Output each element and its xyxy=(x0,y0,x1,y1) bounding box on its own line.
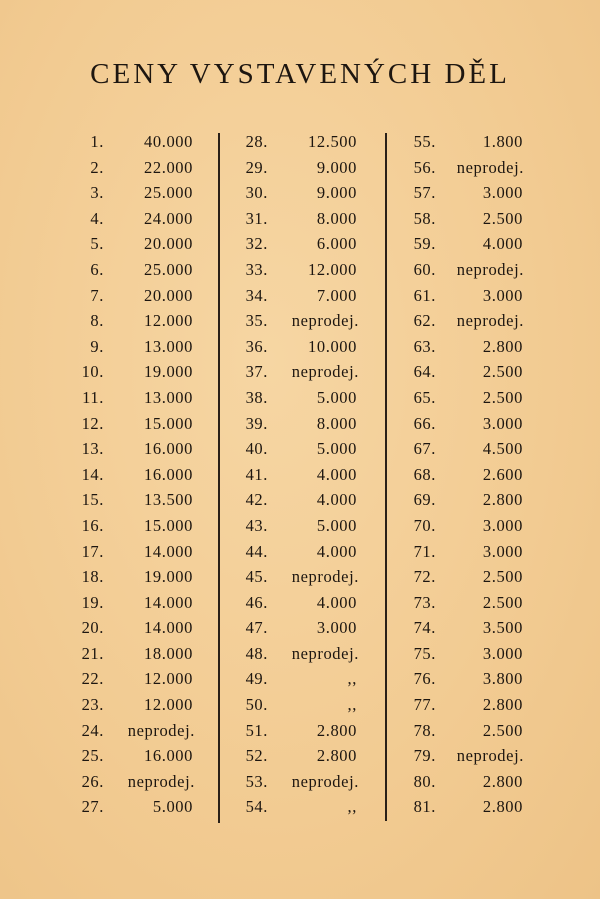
item-price: 4.000 xyxy=(316,464,357,484)
item-price: ,, xyxy=(347,669,357,689)
item-price: 9.000 xyxy=(316,183,357,203)
item-price: 8.000 xyxy=(316,413,357,433)
price-row xyxy=(404,283,528,309)
price-row xyxy=(74,462,199,488)
item-number: 23. xyxy=(81,695,104,715)
price-row xyxy=(404,155,528,181)
price-row xyxy=(404,539,528,565)
item-price: neprodej. xyxy=(456,746,524,766)
item-number: 54. xyxy=(245,797,268,817)
item-number: 30. xyxy=(245,183,268,203)
item-price: 16.000 xyxy=(144,746,193,766)
price-row xyxy=(74,180,199,206)
item-price: 25.000 xyxy=(144,183,193,203)
item-price: 2.500 xyxy=(482,387,523,407)
price-row xyxy=(238,129,363,155)
price-row xyxy=(238,257,363,283)
item-price: 2.800 xyxy=(482,695,523,715)
item-price: 20.000 xyxy=(144,285,193,305)
item-number: 76. xyxy=(413,669,436,689)
price-row xyxy=(238,231,363,257)
item-number: 27. xyxy=(81,797,104,817)
price-row xyxy=(238,411,363,437)
item-price: 1.800 xyxy=(482,132,523,151)
item-price: 4.000 xyxy=(316,490,357,510)
price-row xyxy=(238,692,363,718)
item-price: 3.000 xyxy=(316,618,357,638)
price-row xyxy=(404,794,528,820)
item-price: 4.500 xyxy=(482,439,523,459)
item-number: 21. xyxy=(81,643,104,663)
item-price: neprodej. xyxy=(291,362,359,382)
item-price: 2.500 xyxy=(482,362,523,382)
price-row xyxy=(238,641,363,667)
item-number: 13. xyxy=(81,439,104,459)
price-row xyxy=(238,487,363,513)
item-price: 3.000 xyxy=(482,541,523,561)
item-price: 16.000 xyxy=(144,439,193,459)
item-price: 5.000 xyxy=(152,797,193,817)
item-price: 2.800 xyxy=(482,490,523,510)
item-price: 2.800 xyxy=(482,771,523,791)
price-row xyxy=(238,666,363,692)
price-row xyxy=(238,206,363,232)
item-price: neprodej. xyxy=(456,311,524,331)
item-price: 5.000 xyxy=(316,387,357,407)
item-number: 35. xyxy=(245,311,268,331)
item-number: 10. xyxy=(81,362,104,382)
item-price: 14.000 xyxy=(144,618,193,638)
price-row xyxy=(238,334,363,360)
price-row xyxy=(404,129,528,155)
price-row xyxy=(238,743,363,769)
item-price: 40.000 xyxy=(144,132,193,151)
price-row xyxy=(74,564,199,590)
item-number: 56. xyxy=(413,157,436,177)
item-number: 70. xyxy=(413,515,436,535)
item-price: 3.000 xyxy=(482,515,523,535)
item-number: 6. xyxy=(90,259,104,279)
item-number: 48. xyxy=(245,643,268,663)
price-row xyxy=(404,436,528,462)
item-number: 3. xyxy=(90,183,104,203)
item-number: 15. xyxy=(81,490,104,510)
price-row xyxy=(74,359,199,385)
item-price: 2.500 xyxy=(482,567,523,587)
item-number: 2. xyxy=(90,157,104,177)
price-row xyxy=(238,180,363,206)
price-row xyxy=(238,385,363,411)
item-number: 49. xyxy=(245,669,268,689)
item-price: 18.000 xyxy=(144,643,193,663)
price-row xyxy=(238,462,363,488)
price-row xyxy=(74,155,199,181)
price-row xyxy=(238,564,363,590)
price-row xyxy=(404,615,528,641)
item-number: 64. xyxy=(413,362,436,382)
item-price: 4.000 xyxy=(482,234,523,254)
item-price: 2.800 xyxy=(482,797,523,817)
item-number: 26. xyxy=(81,771,104,791)
item-number: 52. xyxy=(245,746,268,766)
price-row xyxy=(74,308,199,334)
price-row xyxy=(238,769,363,795)
item-price: 3.000 xyxy=(482,183,523,203)
item-number: 77. xyxy=(413,695,436,715)
price-row xyxy=(74,590,199,616)
item-number: 55. xyxy=(413,132,436,151)
item-number: 62. xyxy=(413,311,436,331)
item-price: neprodej. xyxy=(456,259,524,279)
item-price: 12.000 xyxy=(144,669,193,689)
item-price: neprodej. xyxy=(456,157,524,177)
item-number: 4. xyxy=(90,208,104,228)
price-row xyxy=(404,206,528,232)
price-row xyxy=(74,257,199,283)
price-row xyxy=(238,718,363,744)
item-number: 8. xyxy=(90,311,104,331)
item-price: 15.000 xyxy=(144,413,193,433)
item-number: 65. xyxy=(413,387,436,407)
item-price: ,, xyxy=(347,695,357,715)
item-number: 78. xyxy=(413,720,436,740)
item-number: 9. xyxy=(90,336,104,356)
item-number: 41. xyxy=(245,464,268,484)
item-price: 15.000 xyxy=(144,515,193,535)
price-column-3 xyxy=(404,129,528,820)
column-divider-1 xyxy=(218,133,220,823)
item-number: 57. xyxy=(413,183,436,203)
item-price: 9.000 xyxy=(316,157,357,177)
item-number: 69. xyxy=(413,490,436,510)
item-number: 11. xyxy=(82,387,104,407)
price-row xyxy=(238,794,363,820)
item-number: 68. xyxy=(413,464,436,484)
item-number: 80. xyxy=(413,771,436,791)
item-price: 12.000 xyxy=(308,259,357,279)
item-price: 4.000 xyxy=(316,592,357,612)
price-column-2 xyxy=(238,129,363,820)
price-row xyxy=(74,641,199,667)
price-row xyxy=(404,385,528,411)
item-number: 42. xyxy=(245,490,268,510)
item-number: 34. xyxy=(245,285,268,305)
item-number: 1. xyxy=(90,132,104,151)
price-row xyxy=(404,641,528,667)
item-number: 7. xyxy=(90,285,104,305)
item-price: neprodej. xyxy=(127,771,195,791)
item-price: 19.000 xyxy=(144,567,193,587)
price-row xyxy=(238,308,363,334)
item-price: 25.000 xyxy=(144,259,193,279)
price-row xyxy=(74,794,199,820)
price-row xyxy=(404,308,528,334)
price-row xyxy=(74,743,199,769)
item-number: 60. xyxy=(413,259,436,279)
price-row xyxy=(74,513,199,539)
price-row xyxy=(238,283,363,309)
item-number: 81. xyxy=(413,797,436,817)
item-number: 16. xyxy=(81,515,104,535)
price-row xyxy=(404,334,528,360)
item-price: 2.500 xyxy=(482,208,523,228)
item-price: 24.000 xyxy=(144,208,193,228)
item-price: neprodej. xyxy=(291,567,359,587)
item-number: 32. xyxy=(245,234,268,254)
price-row xyxy=(238,359,363,385)
price-row xyxy=(74,718,199,744)
item-price: 8.000 xyxy=(316,208,357,228)
price-row xyxy=(404,257,528,283)
item-price: 12.000 xyxy=(144,695,193,715)
item-price: 19.000 xyxy=(144,362,193,382)
price-row xyxy=(238,615,363,641)
price-row xyxy=(404,180,528,206)
price-row xyxy=(404,769,528,795)
price-row xyxy=(74,129,199,155)
item-price: neprodej. xyxy=(291,771,359,791)
item-number: 25. xyxy=(81,746,104,766)
price-row xyxy=(404,359,528,385)
column-divider-2 xyxy=(385,133,387,821)
price-row xyxy=(404,718,528,744)
item-number: 72. xyxy=(413,567,436,587)
item-price: 2.800 xyxy=(316,746,357,766)
price-row xyxy=(74,385,199,411)
item-number: 47. xyxy=(245,618,268,638)
item-number: 63. xyxy=(413,336,436,356)
price-row xyxy=(74,769,199,795)
price-row xyxy=(404,462,528,488)
price-column-1 xyxy=(74,129,199,820)
item-price: 5.000 xyxy=(316,439,357,459)
item-price: 3.000 xyxy=(482,643,523,663)
item-number: 22. xyxy=(81,669,104,689)
item-number: 19. xyxy=(81,592,104,612)
item-number: 45. xyxy=(245,567,268,587)
item-price: 4.000 xyxy=(316,541,357,561)
price-row xyxy=(74,436,199,462)
item-number: 59. xyxy=(413,234,436,254)
item-price: 12.500 xyxy=(308,132,357,151)
item-number: 75. xyxy=(413,643,436,663)
price-row xyxy=(74,231,199,257)
item-price: 14.000 xyxy=(144,592,193,612)
price-row xyxy=(404,513,528,539)
item-price: 2.800 xyxy=(316,720,357,740)
price-row xyxy=(404,564,528,590)
item-price: 10.000 xyxy=(308,336,357,356)
item-price: 2.500 xyxy=(482,592,523,612)
price-row xyxy=(404,743,528,769)
item-number: 24. xyxy=(81,720,104,740)
item-number: 53. xyxy=(245,771,268,791)
item-number: 12. xyxy=(81,413,104,433)
item-price: 3.000 xyxy=(482,413,523,433)
price-row xyxy=(404,487,528,513)
item-number: 20. xyxy=(81,618,104,638)
item-number: 38. xyxy=(245,387,268,407)
item-number: 14. xyxy=(81,464,104,484)
price-row xyxy=(404,590,528,616)
item-price: 13.000 xyxy=(144,336,193,356)
item-number: 28. xyxy=(245,132,268,151)
item-number: 5. xyxy=(90,234,104,254)
price-row xyxy=(74,487,199,513)
price-row xyxy=(74,692,199,718)
item-price: 6.000 xyxy=(316,234,357,254)
item-price: 14.000 xyxy=(144,541,193,561)
price-row xyxy=(238,436,363,462)
price-row xyxy=(74,539,199,565)
item-number: 40. xyxy=(245,439,268,459)
price-row xyxy=(404,666,528,692)
item-number: 58. xyxy=(413,208,436,228)
item-price: 3.800 xyxy=(482,669,523,689)
item-number: 29. xyxy=(245,157,268,177)
price-row xyxy=(74,206,199,232)
item-number: 39. xyxy=(245,413,268,433)
price-row xyxy=(74,283,199,309)
item-number: 66. xyxy=(413,413,436,433)
item-number: 50. xyxy=(245,695,268,715)
item-number: 31. xyxy=(245,208,268,228)
item-number: 17. xyxy=(81,541,104,561)
item-price: 7.000 xyxy=(316,285,357,305)
item-number: 51. xyxy=(245,720,268,740)
item-price: 2.800 xyxy=(482,336,523,356)
item-price: 20.000 xyxy=(144,234,193,254)
item-number: 79. xyxy=(413,746,436,766)
item-number: 43. xyxy=(245,515,268,535)
price-row xyxy=(238,539,363,565)
price-row xyxy=(74,334,199,360)
price-row xyxy=(238,513,363,539)
item-price: 5.000 xyxy=(316,515,357,535)
item-number: 67. xyxy=(413,439,436,459)
item-number: 18. xyxy=(81,567,104,587)
item-price: neprodej. xyxy=(291,643,359,663)
price-row xyxy=(238,590,363,616)
price-row xyxy=(238,155,363,181)
price-row xyxy=(74,666,199,692)
item-number: 74. xyxy=(413,618,436,638)
price-row xyxy=(74,411,199,437)
item-number: 33. xyxy=(245,259,268,279)
price-row xyxy=(404,411,528,437)
item-number: 37. xyxy=(245,362,268,382)
item-price: 12.000 xyxy=(144,311,193,331)
item-price: 3.500 xyxy=(482,618,523,638)
item-number: 61. xyxy=(413,285,436,305)
price-row xyxy=(404,231,528,257)
item-price: 3.000 xyxy=(482,285,523,305)
item-price: neprodej. xyxy=(291,311,359,331)
price-row xyxy=(404,692,528,718)
item-price: 13.000 xyxy=(144,387,193,407)
item-number: 73. xyxy=(413,592,436,612)
item-price: 13.500 xyxy=(144,490,193,510)
item-price: 22.000 xyxy=(144,157,193,177)
item-number: 36. xyxy=(245,336,268,356)
item-number: 44. xyxy=(245,541,268,561)
item-price: ,, xyxy=(347,797,357,817)
item-price: 2.500 xyxy=(482,720,523,740)
page-title: CENY VYSTAVENÝCH DĚL xyxy=(90,58,510,90)
price-row xyxy=(74,615,199,641)
item-number: 71. xyxy=(413,541,436,561)
item-price: 2.600 xyxy=(482,464,523,484)
item-price: 16.000 xyxy=(144,464,193,484)
item-price: neprodej. xyxy=(127,720,195,740)
item-number: 46. xyxy=(245,592,268,612)
